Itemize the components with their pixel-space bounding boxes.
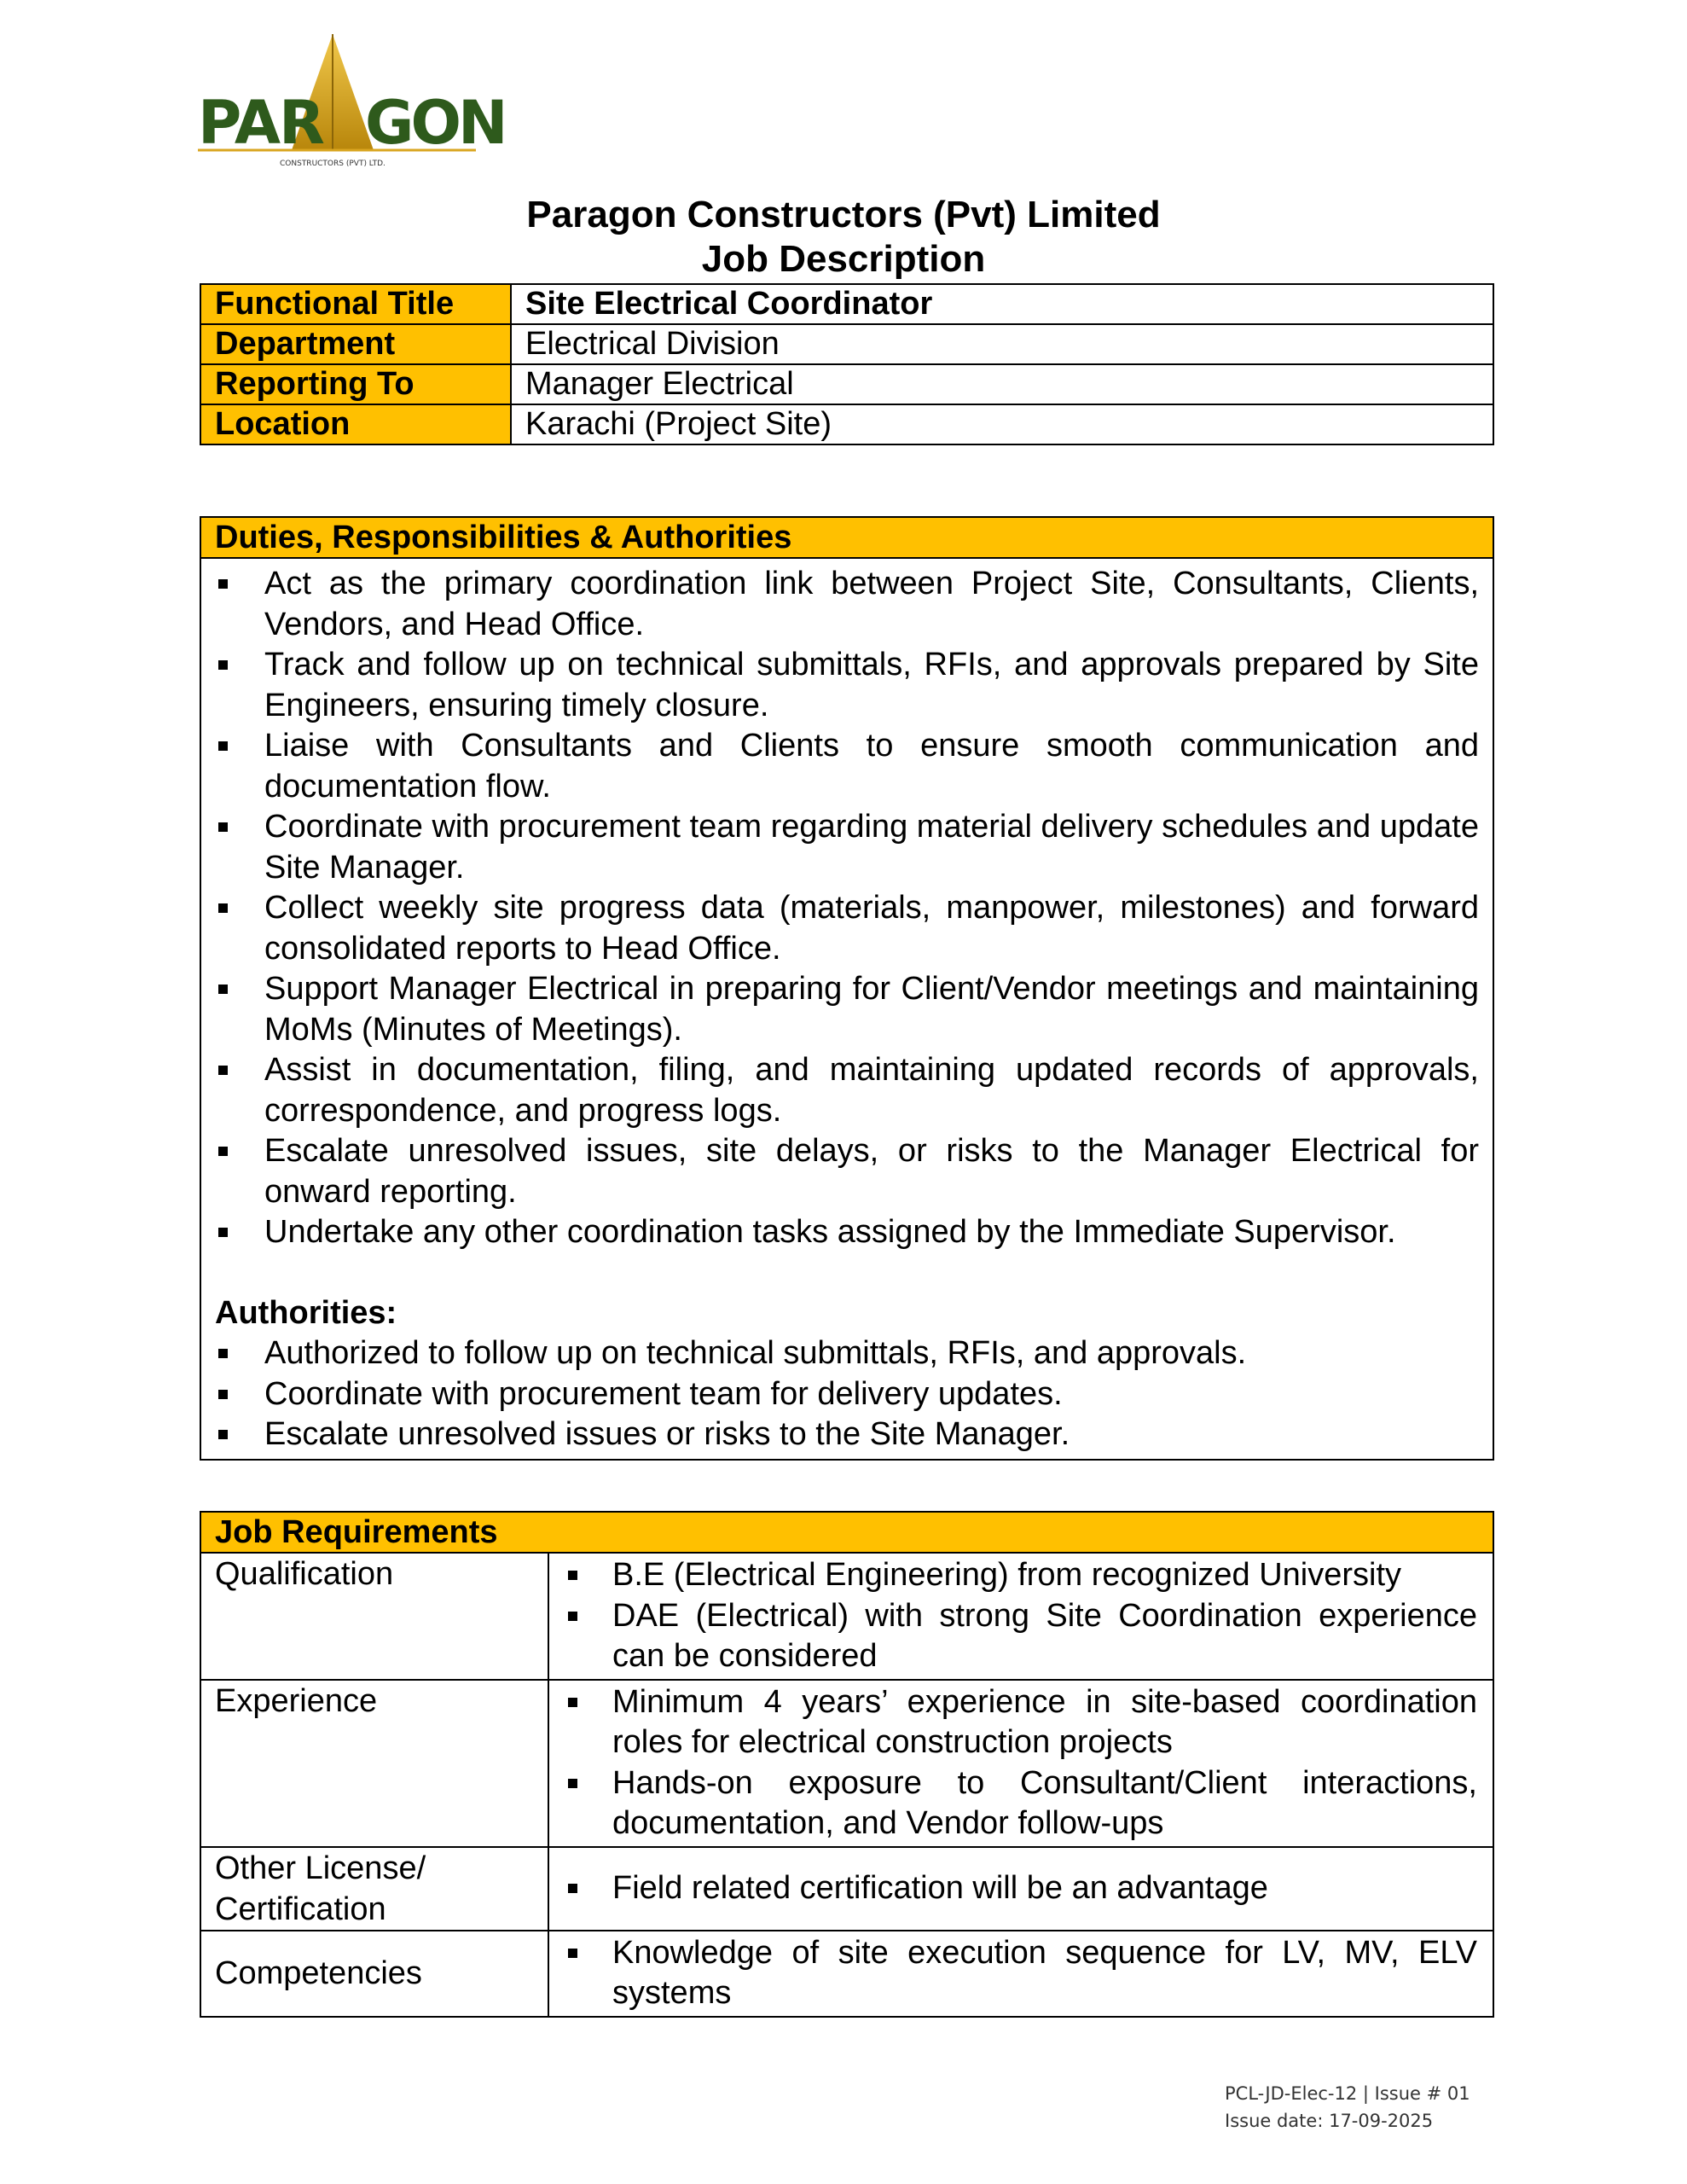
info-value: Site Electrical Coordinator xyxy=(511,284,1493,324)
issue-date: Issue date: 17-09-2025 xyxy=(1225,2111,1434,2131)
info-row-department xyxy=(200,324,1493,364)
info-label: Department xyxy=(200,324,511,364)
req-row-competencies xyxy=(200,1931,1493,2017)
req-list xyxy=(565,1868,1477,1909)
authority-item: Coordinate with procurement team for delivery updates. xyxy=(215,1374,1479,1415)
duties-table xyxy=(200,516,1494,1461)
req-label: Qualification xyxy=(200,1553,548,1680)
duties-heading: Duties, Responsibilities & Authorities xyxy=(200,517,1493,558)
duties-body xyxy=(200,558,1493,1460)
req-item: Minimum 4 years’ experience in site-based coordination roles for electrical construction projects xyxy=(565,1682,1477,1763)
paragon-logo-icon xyxy=(198,32,505,169)
req-label: Competencies xyxy=(200,1931,548,2017)
document-title: Job Description xyxy=(701,238,986,280)
info-value: Manager Electrical xyxy=(511,364,1493,404)
req-label: Experience xyxy=(200,1680,548,1847)
info-label: Functional Title xyxy=(200,284,511,324)
document-footer xyxy=(1225,2080,1470,2135)
duty-item: Undertake any other coordination tasks assigned by the Immediate Supervisor. xyxy=(215,1212,1479,1253)
company-logo xyxy=(198,32,505,169)
info-row-title xyxy=(200,284,1493,324)
logo-text-left: PAR xyxy=(198,88,323,158)
authorities-heading: Authorities: xyxy=(215,1294,397,1331)
authorities-list xyxy=(215,1333,1479,1455)
requirements-heading: Job Requirements xyxy=(200,1512,1493,1553)
doc-reference: PCL-JD-Elec-12 | Issue # 01 xyxy=(1225,2083,1470,2104)
info-label: Location xyxy=(200,404,511,444)
req-row-experience xyxy=(200,1680,1493,1847)
duty-item: Escalate unresolved issues, site delays, or risks to the Manager Electrical for onward reporting. xyxy=(215,1131,1479,1212)
req-label-line: Certification xyxy=(215,1891,386,1927)
req-item: Field related certification will be an advantage xyxy=(565,1868,1477,1909)
req-item: DAE (Electrical) with strong Site Coordination experience can be considered xyxy=(565,1596,1477,1677)
authority-item: Escalate unresolved issues or risks to the Site Manager. xyxy=(215,1414,1479,1455)
duty-item: Collect weekly site progress data (materials, manpower, milestones) and forward consolidated reports to Head Office. xyxy=(215,888,1479,969)
req-row-qualification xyxy=(200,1553,1493,1680)
info-row-reporting xyxy=(200,364,1493,404)
info-value: Karachi (Project Site) xyxy=(511,404,1493,444)
duty-item: Act as the primary coordination link between Project Site, Consultants, Clients, Vendors, and Head Office. xyxy=(215,564,1479,645)
info-row-location xyxy=(200,404,1493,444)
req-list xyxy=(565,1555,1477,1677)
req-label-line: Other License/ xyxy=(215,1850,426,1886)
req-list xyxy=(565,1682,1477,1844)
req-item: Hands-on exposure to Consultant/Client interactions, documentation, and Vendor follow-ups xyxy=(565,1763,1477,1844)
duty-item: Track and follow up on technical submittals, RFIs, and approvals prepared by Site Engineers, ensuring timely closure. xyxy=(215,645,1479,726)
company-name: Paragon Constructors (Pvt) Limited xyxy=(526,194,1161,235)
requirements-table xyxy=(200,1511,1494,2018)
info-label: Reporting To xyxy=(200,364,511,404)
req-item: B.E (Electrical Engineering) from recognized University xyxy=(565,1555,1477,1596)
duties-list xyxy=(215,564,1479,1253)
logo-tagline: CONSTRUCTORS (PVT) LTD. xyxy=(280,160,386,168)
duty-item: Coordinate with procurement team regarding material delivery schedules and update Site Manager. xyxy=(215,807,1479,888)
req-list xyxy=(565,1933,1477,2014)
info-value: Electrical Division xyxy=(511,324,1493,364)
job-info-table xyxy=(200,283,1494,445)
req-item: Knowledge of site execution sequence for LV, MV, ELV systems xyxy=(565,1933,1477,2014)
duty-item: Liaise with Consultants and Clients to ensure smooth communication and documentation flow. xyxy=(215,726,1479,807)
logo-text-right: GON xyxy=(365,88,505,158)
duty-item: Support Manager Electrical in preparing for Client/Vendor meetings and maintaining MoMs (Minutes of Meetings). xyxy=(215,969,1479,1050)
authority-item: Authorized to follow up on technical submittals, RFIs, and approvals. xyxy=(215,1333,1479,1374)
duty-item: Assist in documentation, filing, and maintaining updated records of approvals, correspondence, and progress logs. xyxy=(215,1050,1479,1131)
req-row-license xyxy=(200,1847,1493,1931)
req-label xyxy=(200,1847,548,1931)
